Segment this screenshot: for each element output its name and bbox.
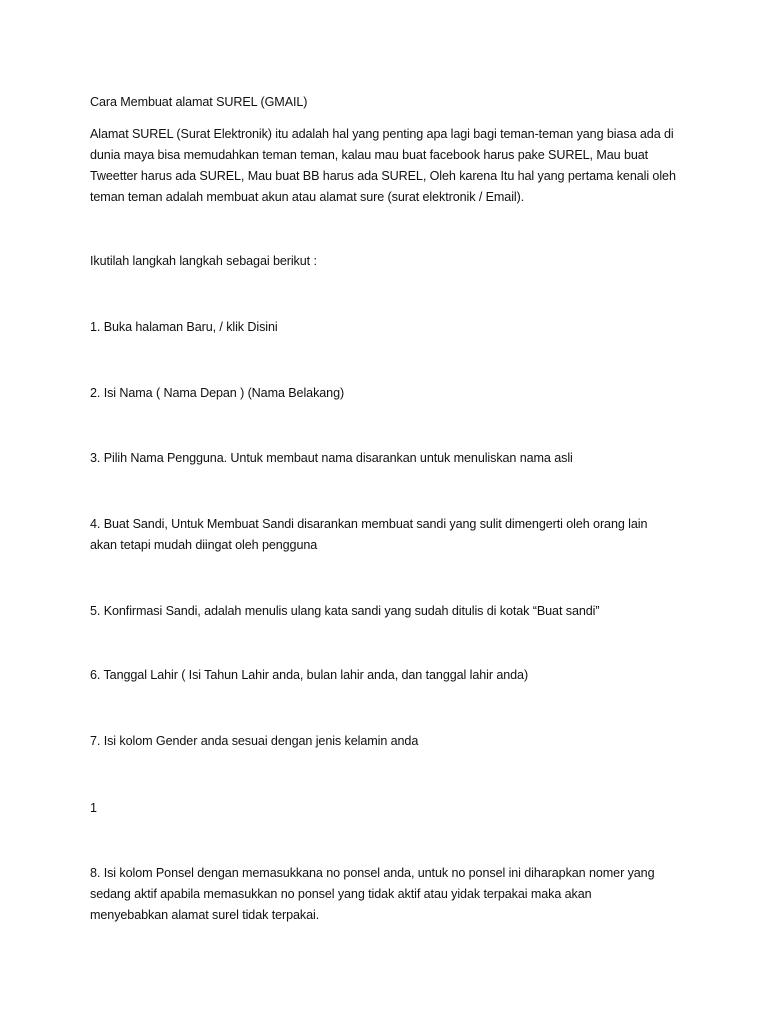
step-5: 5. Konfirmasi Sandi, adalah menulis ulang kata sandi yang sudah ditulis di kotak “Buat sandi” [90,604,600,618]
page-number: 1 [90,801,97,815]
step-4: 4. Buat Sandi, Untuk Membuat Sandi disarankan membuat sandi yang sulit dimengerti oleh orang lain [90,517,648,531]
intro-line: dunia maya bisa memudahkan teman teman, kalau mau buat facebook harus pake SUREL, Mau buat [90,148,649,162]
intro-line: Alamat SUREL (Surat Elektronik) itu adalah hal yang penting apa lagi bagi teman-teman yang biasa ada di [90,127,674,141]
intro-line: teman teman adalah membuat akun atau alamat sure (surat elektronik / Email). [90,190,525,204]
step-4-cont: akan tetapi mudah diingat oleh pengguna [90,538,318,552]
step-8: 8. Isi kolom Ponsel dengan memasukkana no ponsel anda, untuk no ponsel ini diharapkan nomer yang [90,866,655,880]
document-title: Cara Membuat alamat SUREL (GMAIL) [90,95,308,109]
step-6: 6. Tanggal Lahir ( Isi Tahun Lahir anda, bulan lahir anda, dan tanggal lahir anda) [90,668,529,682]
step-1: 1. Buka halaman Baru, / klik Disini [90,320,278,334]
step-3: 3. Pilih Nama Pengguna. Untuk membaut nama disarankan untuk menuliskan nama asli [90,451,573,465]
step-8-cont: sedang aktif apabila memasukkan no ponsel yang tidak aktif atau yidak terpakai maka akan [90,887,592,901]
step-2: 2. Isi Nama ( Nama Depan ) (Nama Belakang) [90,386,345,400]
step-7: 7. Isi kolom Gender anda sesuai dengan jenis kelamin anda [90,734,419,748]
steps-lead: Ikutilah langkah langkah sebagai berikut : [90,254,317,268]
step-8-cont: menyebabkan alamat surel tidak terpakai. [90,908,320,922]
intro-line: Tweetter harus ada SUREL, Mau buat BB harus ada SUREL, Oleh karena Itu hal yang pertama kenali oleh [90,169,676,183]
